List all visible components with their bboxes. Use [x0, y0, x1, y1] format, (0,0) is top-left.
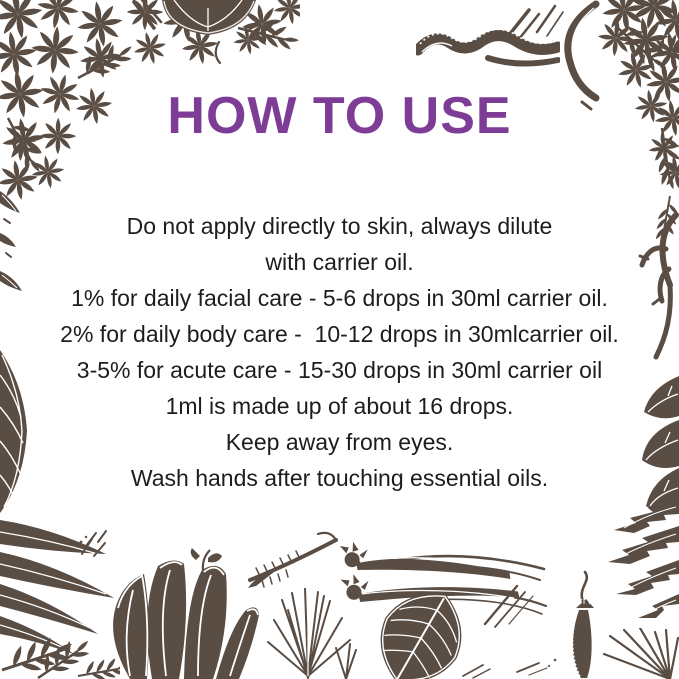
instructions-line: Do not apply directly to skin, always dilute: [126, 213, 553, 239]
grass-icon: [600, 628, 679, 679]
small-sprig-marks-icon: [78, 532, 122, 560]
pine-tuft-icon: [262, 588, 358, 679]
feather-branch-icon: [248, 528, 342, 596]
instructions-line: with carrier oil.: [265, 249, 414, 275]
veined-leaf-icon: [368, 588, 474, 679]
jagged-leaves-icon: [598, 498, 679, 640]
brush-strokes-icon: [495, 0, 567, 48]
instructions-text: [0, 208, 679, 496]
instructions-line: 1% for daily facial care - 5-6 drops in 30ml carrier oil.: [71, 285, 608, 311]
chili-pepper-icon: [562, 570, 606, 679]
instructions-line: Keep away from eyes.: [225, 429, 454, 455]
cloves-icon: [338, 532, 548, 626]
page-title: HOW TO USE: [167, 87, 512, 145]
instructions-line: Wash hands after touching essential oils.: [130, 465, 549, 491]
fern-icon: [0, 636, 120, 679]
succulent-cluster-icon: [100, 548, 262, 679]
spiky-leaves-icon: [0, 500, 122, 662]
leaf-icon: [128, 0, 260, 66]
instructions-line: 2% for daily body care - 10-12 drops in 30mlcarrier oil.: [60, 321, 619, 347]
wavy-branch-icon: [416, 26, 560, 74]
needle-strokes-icon: [455, 580, 570, 679]
instructions-line: 1ml is made up of about 16 drops.: [165, 393, 514, 419]
instructions-line: 3-5% for acute care - 15-30 drops in 30ml carrier oil: [76, 357, 603, 383]
